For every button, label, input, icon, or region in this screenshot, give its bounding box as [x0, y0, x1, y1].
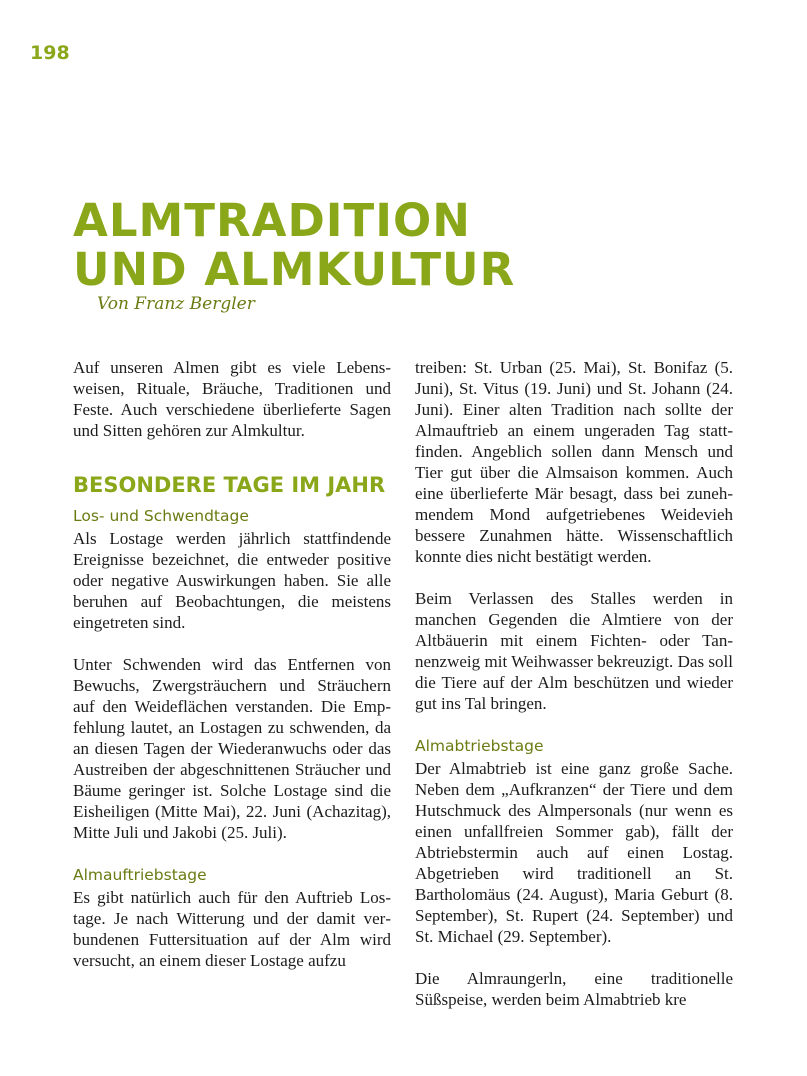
- body-paragraph: Es gibt natürlich auch für den Auftrieb Lostage. Je nach Witterung und der damit verbundenen Futtersituation auf der Alm wird versucht, an einem dieser Lostage aufzu: [73, 888, 391, 970]
- author-byline: Von Franz Bergler: [97, 294, 255, 314]
- intro-paragraph: Auf unseren Almen gibt es viele Lebensweisen, Rituale, Bräuche, Traditionen und Feste. Auch verschiedene überlieferte Sagen und Sitten gehören zur Almkultur.: [73, 358, 391, 440]
- right-column: [415, 357, 733, 1010]
- body-paragraph: Unter Schwenden wird das Entfernen von Bewuchs, Zwergsträuchern und Sträuchern auf den Weideflächen verstanden. Die Empfehlung lautet, an Lostagen zu schwenden, da an diesen Tagen der Wiederanwuchs oder das Austreiben der abgeschnittenen Sträucher und Bäume geringer ist. Solche Lostage sind die Eisheiligen (Mitte Mai), 22. Juni (Achazitag), Mitte Juli und Jakobi (25. Juli).: [73, 655, 391, 842]
- body-paragraph: Der Almabtrieb ist eine ganz große Sache. Neben dem „Aufkranzen“ der Tiere und dem Hutschmuck des Almpersonals (nur wenn es einen unfallfreien Sommer gab), fällt der Abtriebstermin auch auf einen Lostag. Abgetrieben wird traditionell an St. Bartholomäus (24. August), Maria Geburt (8. September), St. Rupert (24. September) und St. Michael (29. September).: [415, 759, 733, 946]
- subheading-los-schwendtage: Los- und Schwendtage: [73, 507, 249, 525]
- body-paragraph: Die Almraungerln, eine traditionelle Süßspeise, werden beim Almabtrieb kre: [415, 969, 733, 1009]
- body-paragraph: Beim Verlassen des Stalles werden in manchen Gegenden die Almtiere von der Altbäuerin mit einem Fichten- oder Tannenzweig mit Weihwasser bekreuzigt. Das soll die Tiere auf der Alm beschützen und wieder gut ins Tal bringen.: [415, 589, 733, 713]
- page-title-line-1: ALMTRADITION: [73, 194, 471, 247]
- body-paragraph: treiben: St. Urban (25. Mai), St. Bonifaz (5. Juni), St. Vitus (19. Juni) und St. Johann (24. Juni). Einer alten Tradition nach sollte der Almauftrieb an einem ungeraden Tag stattfinden. Angeblich sollen dann Mensch und Tier gut über die Almsaison kommen. Auch eine überlieferte Mär besagt, dass bei zunehmendem Mond aufgetriebenes Weidevieh bessere Zunahmen hätte. Wissenschaftlich konnte dies nicht bestätigt werden.: [415, 358, 733, 566]
- left-column: [73, 357, 391, 971]
- body-paragraph: Als Lostage werden jährlich stattfindende Ereignisse bezeichnet, die entweder positive oder negative Auswirkungen haben. Sie alle beruhen auf Beobachtungen, die meistens eingetreten sind.: [73, 529, 391, 632]
- subheading-almabtriebstage: Almabtriebstage: [415, 737, 544, 755]
- section-heading: BESONDERE TAGE IM JAHR: [73, 473, 386, 497]
- page-title-line-2: UND ALMKULTUR: [73, 243, 516, 296]
- page-title: [73, 196, 515, 294]
- page-number: 198: [30, 42, 70, 64]
- subheading-almauftriebstage: Almauftriebstage: [73, 866, 207, 884]
